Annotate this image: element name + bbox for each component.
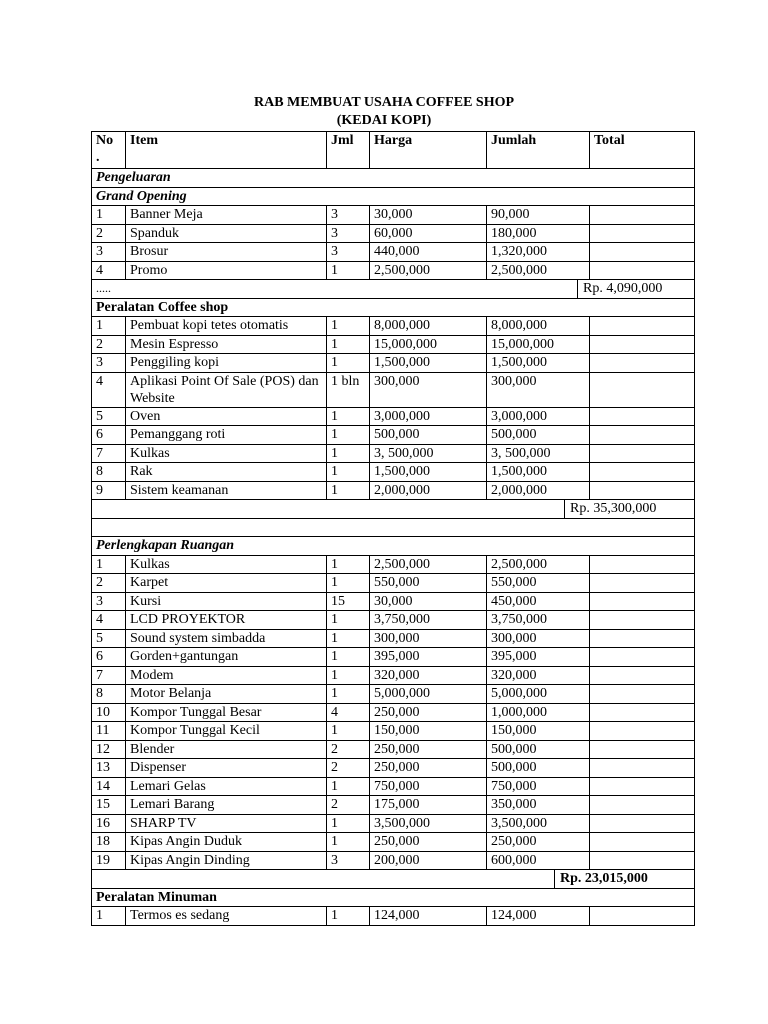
section-pengeluaran: Pengeluaran — [92, 169, 695, 188]
table-row — [92, 814, 695, 833]
table-row — [92, 907, 695, 926]
cell-jumlah: 500,000 — [487, 759, 590, 778]
cell-harga: 2,000,000 — [370, 481, 487, 500]
cell-total — [590, 407, 695, 426]
cell-jml: 1 — [327, 574, 370, 593]
cell-item: Kompor Tunggal Besar — [126, 703, 327, 722]
cell-item: Kursi — [126, 592, 327, 611]
cell-item: Promo — [126, 261, 327, 280]
cell-no: 3 — [92, 354, 126, 373]
cell-jml: 1 — [327, 261, 370, 280]
subtotal-row — [92, 870, 695, 889]
cell-no: 9 — [92, 481, 126, 500]
cell-harga: 395,000 — [370, 648, 487, 667]
cell-jumlah: 1,500,000 — [487, 354, 590, 373]
cell-item: Kipas Angin Duduk — [126, 833, 327, 852]
cell-total — [590, 317, 695, 336]
cell-jumlah: 600,000 — [487, 851, 590, 870]
cell-jml: 1 — [327, 481, 370, 500]
table-row — [92, 574, 695, 593]
cell-total — [590, 907, 695, 926]
header-no: No . — [92, 132, 126, 169]
cell-jml: 1 — [327, 407, 370, 426]
cell-no: 18 — [92, 833, 126, 852]
cell-harga: 500,000 — [370, 426, 487, 445]
table-row — [92, 722, 695, 741]
cell-jumlah: 15,000,000 — [487, 335, 590, 354]
cell-total — [590, 592, 695, 611]
cell-jumlah: 5,000,000 — [487, 685, 590, 704]
cell-jumlah: 450,000 — [487, 592, 590, 611]
cell-jml: 3 — [327, 206, 370, 225]
cell-item: Lemari Gelas — [126, 777, 327, 796]
section-row — [92, 169, 695, 188]
cell-no: 16 — [92, 814, 126, 833]
cell-jumlah: 250,000 — [487, 833, 590, 852]
cell-harga: 250,000 — [370, 703, 487, 722]
cell-no: 8 — [92, 463, 126, 482]
cell-jumlah: 3,750,000 — [487, 611, 590, 630]
table-row — [92, 740, 695, 759]
cell-harga: 440,000 — [370, 243, 487, 262]
cell-total — [590, 206, 695, 225]
table-header-row — [92, 132, 695, 169]
cell-harga: 300,000 — [370, 629, 487, 648]
cell-no: 3 — [92, 243, 126, 262]
table-row — [92, 407, 695, 426]
cell-item: Oven — [126, 407, 327, 426]
cell-jumlah: 2,500,000 — [487, 555, 590, 574]
cell-item: SHARP TV — [126, 814, 327, 833]
cell-jml: 1 — [327, 722, 370, 741]
subtotal-value: Rp. 35,300,000 — [564, 500, 695, 519]
cell-jumlah: 3,000,000 — [487, 407, 590, 426]
cell-jml: 1 — [327, 354, 370, 373]
cell-no: 10 — [92, 703, 126, 722]
cell-no: 7 — [92, 666, 126, 685]
table-row — [92, 426, 695, 445]
subtotal-value: Rp. 23,015,000 — [554, 870, 695, 889]
ellipsis-text: ..... — [96, 281, 111, 295]
cell-jumlah: 90,000 — [487, 206, 590, 225]
table-row — [92, 833, 695, 852]
table-row — [92, 703, 695, 722]
cell-item: Modem — [126, 666, 327, 685]
cell-jumlah: 750,000 — [487, 777, 590, 796]
cell-jml: 1 — [327, 317, 370, 336]
cell-harga: 250,000 — [370, 759, 487, 778]
cell-jumlah: 320,000 — [487, 666, 590, 685]
cell-total — [590, 685, 695, 704]
cell-jumlah: 1,500,000 — [487, 463, 590, 482]
cell-jml: 1 bln — [327, 372, 370, 407]
cell-no: 5 — [92, 407, 126, 426]
cell-jml: 1 — [327, 814, 370, 833]
blank-row — [92, 518, 695, 537]
table-row — [92, 317, 695, 336]
cell-jml: 3 — [327, 851, 370, 870]
cell-jml: 1 — [327, 907, 370, 926]
cell-item: Brosur — [126, 243, 327, 262]
cell-total — [590, 555, 695, 574]
table-row — [92, 335, 695, 354]
cell-item: LCD PROYEKTOR — [126, 611, 327, 630]
cell-harga: 150,000 — [370, 722, 487, 741]
header-item: Item — [126, 132, 327, 169]
cell-total — [590, 243, 695, 262]
table-row — [92, 685, 695, 704]
cell-item: Kompor Tunggal Kecil — [126, 722, 327, 741]
cell-total — [590, 648, 695, 667]
cell-no: 1 — [92, 317, 126, 336]
cell-jumlah: 8,000,000 — [487, 317, 590, 336]
header-total: Total — [590, 132, 695, 169]
cell-total — [590, 833, 695, 852]
cell-harga: 1,500,000 — [370, 354, 487, 373]
cell-jml: 2 — [327, 759, 370, 778]
cell-jml: 4 — [327, 703, 370, 722]
cell-harga: 60,000 — [370, 224, 487, 243]
table-row — [92, 648, 695, 667]
cell-jumlah: 2,500,000 — [487, 261, 590, 280]
subtotal-row — [92, 500, 695, 519]
header-jumlah: Jumlah — [487, 132, 590, 169]
cell-harga: 30,000 — [370, 592, 487, 611]
table-row — [92, 759, 695, 778]
table-row — [92, 463, 695, 482]
cell-jml: 1 — [327, 666, 370, 685]
cell-item: Penggiling kopi — [126, 354, 327, 373]
header-harga: Harga — [370, 132, 487, 169]
cell-total — [590, 574, 695, 593]
cell-item: Blender — [126, 740, 327, 759]
cell-harga: 8,000,000 — [370, 317, 487, 336]
cell-total — [590, 261, 695, 280]
cell-no: 4 — [92, 261, 126, 280]
cell-total — [590, 426, 695, 445]
cell-jumlah: 300,000 — [487, 372, 590, 407]
cell-jumlah: 300,000 — [487, 629, 590, 648]
cell-jumlah: 3,500,000 — [487, 814, 590, 833]
cell-no: 6 — [92, 426, 126, 445]
cell-total — [590, 814, 695, 833]
table-row — [92, 777, 695, 796]
cell-jumlah: 124,000 — [487, 907, 590, 926]
cell-jml: 3 — [327, 243, 370, 262]
table-row — [92, 796, 695, 815]
cell-harga: 15,000,000 — [370, 335, 487, 354]
subtotal-row — [92, 280, 695, 299]
cell-jml: 2 — [327, 740, 370, 759]
cell-no: 2 — [92, 335, 126, 354]
cell-harga: 2,500,000 — [370, 555, 487, 574]
budget-table — [91, 131, 695, 926]
cell-total — [590, 851, 695, 870]
table-row — [92, 206, 695, 225]
cell-no: 1 — [92, 555, 126, 574]
cell-harga: 3,000,000 — [370, 407, 487, 426]
table-row — [92, 354, 695, 373]
cell-item: Gorden+gantungan — [126, 648, 327, 667]
cell-jml: 3 — [327, 224, 370, 243]
cell-total — [590, 335, 695, 354]
cell-item: Pembuat kopi tetes otomatis — [126, 317, 327, 336]
cell-jumlah: 2,000,000 — [487, 481, 590, 500]
cell-harga: 1,500,000 — [370, 463, 487, 482]
cell-harga: 3,750,000 — [370, 611, 487, 630]
cell-no: 1 — [92, 907, 126, 926]
cell-no: 4 — [92, 372, 126, 407]
cell-jumlah: 500,000 — [487, 740, 590, 759]
cell-no: 15 — [92, 796, 126, 815]
table-row — [92, 592, 695, 611]
document-subtitle: (KEDAI KOPI) — [336, 113, 432, 128]
table-row — [92, 629, 695, 648]
cell-jml: 1 — [327, 335, 370, 354]
cell-total — [590, 372, 695, 407]
cell-total — [590, 777, 695, 796]
subtotal-value: Rp. 4,090,000 — [577, 280, 695, 299]
cell-jumlah: 500,000 — [487, 426, 590, 445]
cell-jml: 1 — [327, 629, 370, 648]
cell-item: Sistem keamanan — [126, 481, 327, 500]
cell-item: Spanduk — [126, 224, 327, 243]
cell-harga: 3,500,000 — [370, 814, 487, 833]
subtotal-cell — [92, 500, 695, 519]
cell-item: Rak — [126, 463, 327, 482]
cell-item: Kulkas — [126, 444, 327, 463]
cell-no: 12 — [92, 740, 126, 759]
table-row — [92, 444, 695, 463]
section-peralatan-coffee: Peralatan Coffee shop — [92, 298, 695, 317]
table-row — [92, 261, 695, 280]
cell-item: Sound system simbadda — [126, 629, 327, 648]
cell-no: 7 — [92, 444, 126, 463]
document-title: RAB MEMBUAT USAHA COFFEE SHOP — [253, 95, 515, 110]
cell-harga: 750,000 — [370, 777, 487, 796]
cell-harga: 550,000 — [370, 574, 487, 593]
cell-total — [590, 740, 695, 759]
cell-item: Pemanggang roti — [126, 426, 327, 445]
cell-total — [590, 629, 695, 648]
section-peralatan-minuman: Peralatan Minuman — [92, 888, 695, 907]
table-row — [92, 224, 695, 243]
cell-jumlah: 3, 500,000 — [487, 444, 590, 463]
table-row — [92, 555, 695, 574]
cell-harga: 2,500,000 — [370, 261, 487, 280]
cell-jml: 1 — [327, 463, 370, 482]
cell-total — [590, 722, 695, 741]
cell-jml: 1 — [327, 611, 370, 630]
cell-total — [590, 796, 695, 815]
cell-harga: 175,000 — [370, 796, 487, 815]
cell-total — [590, 666, 695, 685]
section-row — [92, 537, 695, 556]
cell-total — [590, 759, 695, 778]
section-perlengkapan-ruangan: Perlengkapan Ruangan — [92, 537, 695, 556]
cell-no: 8 — [92, 685, 126, 704]
header-jml: Jml — [327, 132, 370, 169]
cell-no: 6 — [92, 648, 126, 667]
cell-item: Motor Belanja — [126, 685, 327, 704]
cell-jml: 15 — [327, 592, 370, 611]
subtotal-cell — [92, 280, 695, 299]
section-grand-opening: Grand Opening — [92, 187, 695, 206]
cell-total — [590, 481, 695, 500]
cell-jumlah: 1,320,000 — [487, 243, 590, 262]
cell-harga: 5,000,000 — [370, 685, 487, 704]
cell-jml: 2 — [327, 796, 370, 815]
cell-harga: 250,000 — [370, 740, 487, 759]
blank-cell — [92, 518, 695, 537]
cell-no: 5 — [92, 629, 126, 648]
cell-jml: 1 — [327, 648, 370, 667]
cell-jml: 1 — [327, 685, 370, 704]
cell-total — [590, 463, 695, 482]
cell-item: Karpet — [126, 574, 327, 593]
cell-jml: 1 — [327, 426, 370, 445]
cell-total — [590, 354, 695, 373]
cell-item: Aplikasi Point Of Sale (POS) dan Website — [126, 372, 327, 407]
cell-no: 13 — [92, 759, 126, 778]
cell-item: Lemari Barang — [126, 796, 327, 815]
cell-item: Mesin Espresso — [126, 335, 327, 354]
cell-item: Dispenser — [126, 759, 327, 778]
cell-no: 19 — [92, 851, 126, 870]
cell-jumlah: 350,000 — [487, 796, 590, 815]
cell-harga: 320,000 — [370, 666, 487, 685]
cell-harga: 200,000 — [370, 851, 487, 870]
cell-total — [590, 224, 695, 243]
cell-no: 1 — [92, 206, 126, 225]
cell-no: 3 — [92, 592, 126, 611]
subtotal-cell — [92, 870, 695, 889]
cell-jml: 1 — [327, 555, 370, 574]
cell-jml: 1 — [327, 833, 370, 852]
cell-jml: 1 — [327, 444, 370, 463]
cell-harga: 3, 500,000 — [370, 444, 487, 463]
section-row — [92, 298, 695, 317]
cell-no: 2 — [92, 574, 126, 593]
cell-harga: 250,000 — [370, 833, 487, 852]
cell-harga: 30,000 — [370, 206, 487, 225]
table-row — [92, 666, 695, 685]
cell-jumlah: 1,000,000 — [487, 703, 590, 722]
table-row — [92, 851, 695, 870]
section-row — [92, 888, 695, 907]
cell-harga: 300,000 — [370, 372, 487, 407]
cell-jumlah: 395,000 — [487, 648, 590, 667]
cell-no: 4 — [92, 611, 126, 630]
cell-no: 2 — [92, 224, 126, 243]
cell-total — [590, 703, 695, 722]
cell-jumlah: 180,000 — [487, 224, 590, 243]
cell-harga: 124,000 — [370, 907, 487, 926]
cell-item: Termos es sedang — [126, 907, 327, 926]
cell-item: Banner Meja — [126, 206, 327, 225]
cell-total — [590, 444, 695, 463]
section-row — [92, 187, 695, 206]
cell-jumlah: 550,000 — [487, 574, 590, 593]
table-row — [92, 243, 695, 262]
cell-item: Kipas Angin Dinding — [126, 851, 327, 870]
cell-jml: 1 — [327, 777, 370, 796]
cell-no: 11 — [92, 722, 126, 741]
table-row — [92, 481, 695, 500]
cell-jumlah: 150,000 — [487, 722, 590, 741]
table-row — [92, 372, 695, 407]
table-row — [92, 611, 695, 630]
cell-no: 14 — [92, 777, 126, 796]
cell-item: Kulkas — [126, 555, 327, 574]
cell-total — [590, 611, 695, 630]
